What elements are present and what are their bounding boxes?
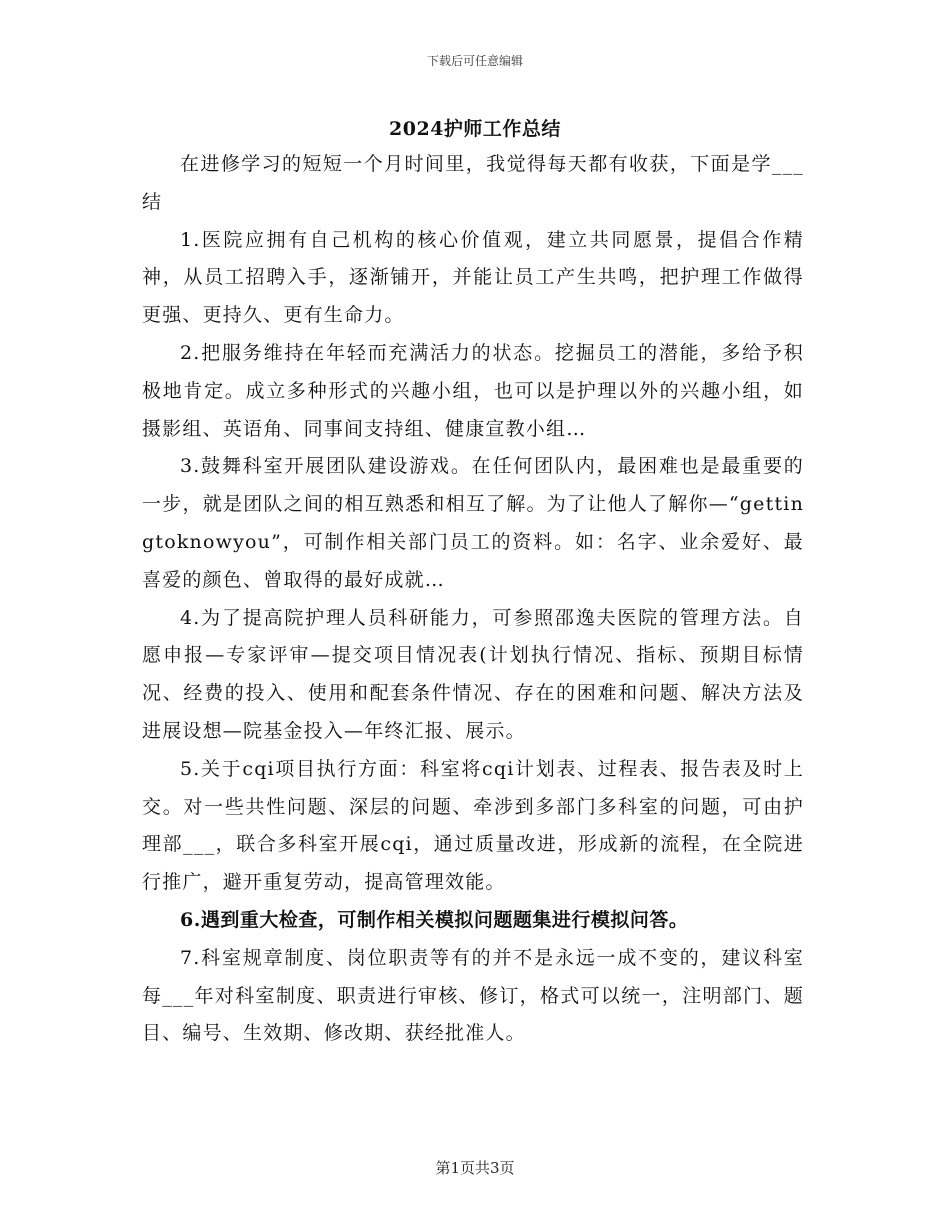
paragraph-item-7: 7.科室规章制度、岗位职责等有的并不是永远一成不变的，建议科室每___年对科室制度、职责进行审核、修订，格式可以统一，注明部门、题目、编号、生效期、修改期、获经批准人。 bbox=[142, 946, 804, 1045]
page-header-note: 下载后可任意编辑 bbox=[426, 54, 523, 68]
paragraph-item-6: 6.遇到重大检查，可制作相关模拟问题题集进行模拟问答。 bbox=[180, 908, 689, 931]
paragraph-item-1: 1.医院应拥有自己机构的核心价值观，建立共同愿景，提倡合作精神，从员工招聘入手，逐渐铺开，并能让员工产生共鸣，把护理工作做得更强、更持久、更有生命力。 bbox=[142, 228, 804, 327]
document-title: 2024护师工作总结 bbox=[389, 118, 561, 140]
intro-paragraph: 在进修学习的短短一个月时间里，我觉得每天都有收获，下面是学___结 bbox=[142, 153, 804, 213]
page-number: 第1页共3页 bbox=[435, 1159, 515, 1177]
paragraph-item-3: 3.鼓舞科室开展团队建设游戏。在任何团队内，最困难也是最重要的一步，就是团队之间的相互熟悉和相互了解。为了让他人了解你—“gettingtoknowyou”，可制作相关部门员工的资料。如：名字、业余爱好、最喜爱的颜色、曾取得的最好成就… bbox=[142, 455, 804, 591]
paragraph-item-5: 5.关于cqi项目执行方面：科室将cqi计划表、过程表、报告表及时上交。对一些共性问题、深层的问题、牵涉到多部门多科室的问题，可由护理部___，联合多科室开展cqi，通过质量改进，形成新的流程，在全院进行推广，避开重复劳动，提高管理效能。 bbox=[142, 757, 804, 894]
paragraph-item-4: 4.为了提高院护理人员科研能力，可参照邵逸夫医院的管理方法。自愿申报—专家评审—提交项目情况表(计划执行情况、指标、预期目标情况、经费的投入、使用和配套条件情况、存在的困难和问题、解决方法及进展设想—院基金投入—年终汇报、展示。 bbox=[142, 606, 804, 742]
paragraph-item-2: 2.把服务维持在年轻而充满活力的状态。挖掘员工的潜能，多给予积极地肯定。成立多种形式的兴趣小组，也可以是护理以外的兴趣小组，如摄影组、英语角、同事间支持组、健康宣教小组… bbox=[142, 341, 804, 440]
document-body bbox=[142, 146, 804, 1053]
